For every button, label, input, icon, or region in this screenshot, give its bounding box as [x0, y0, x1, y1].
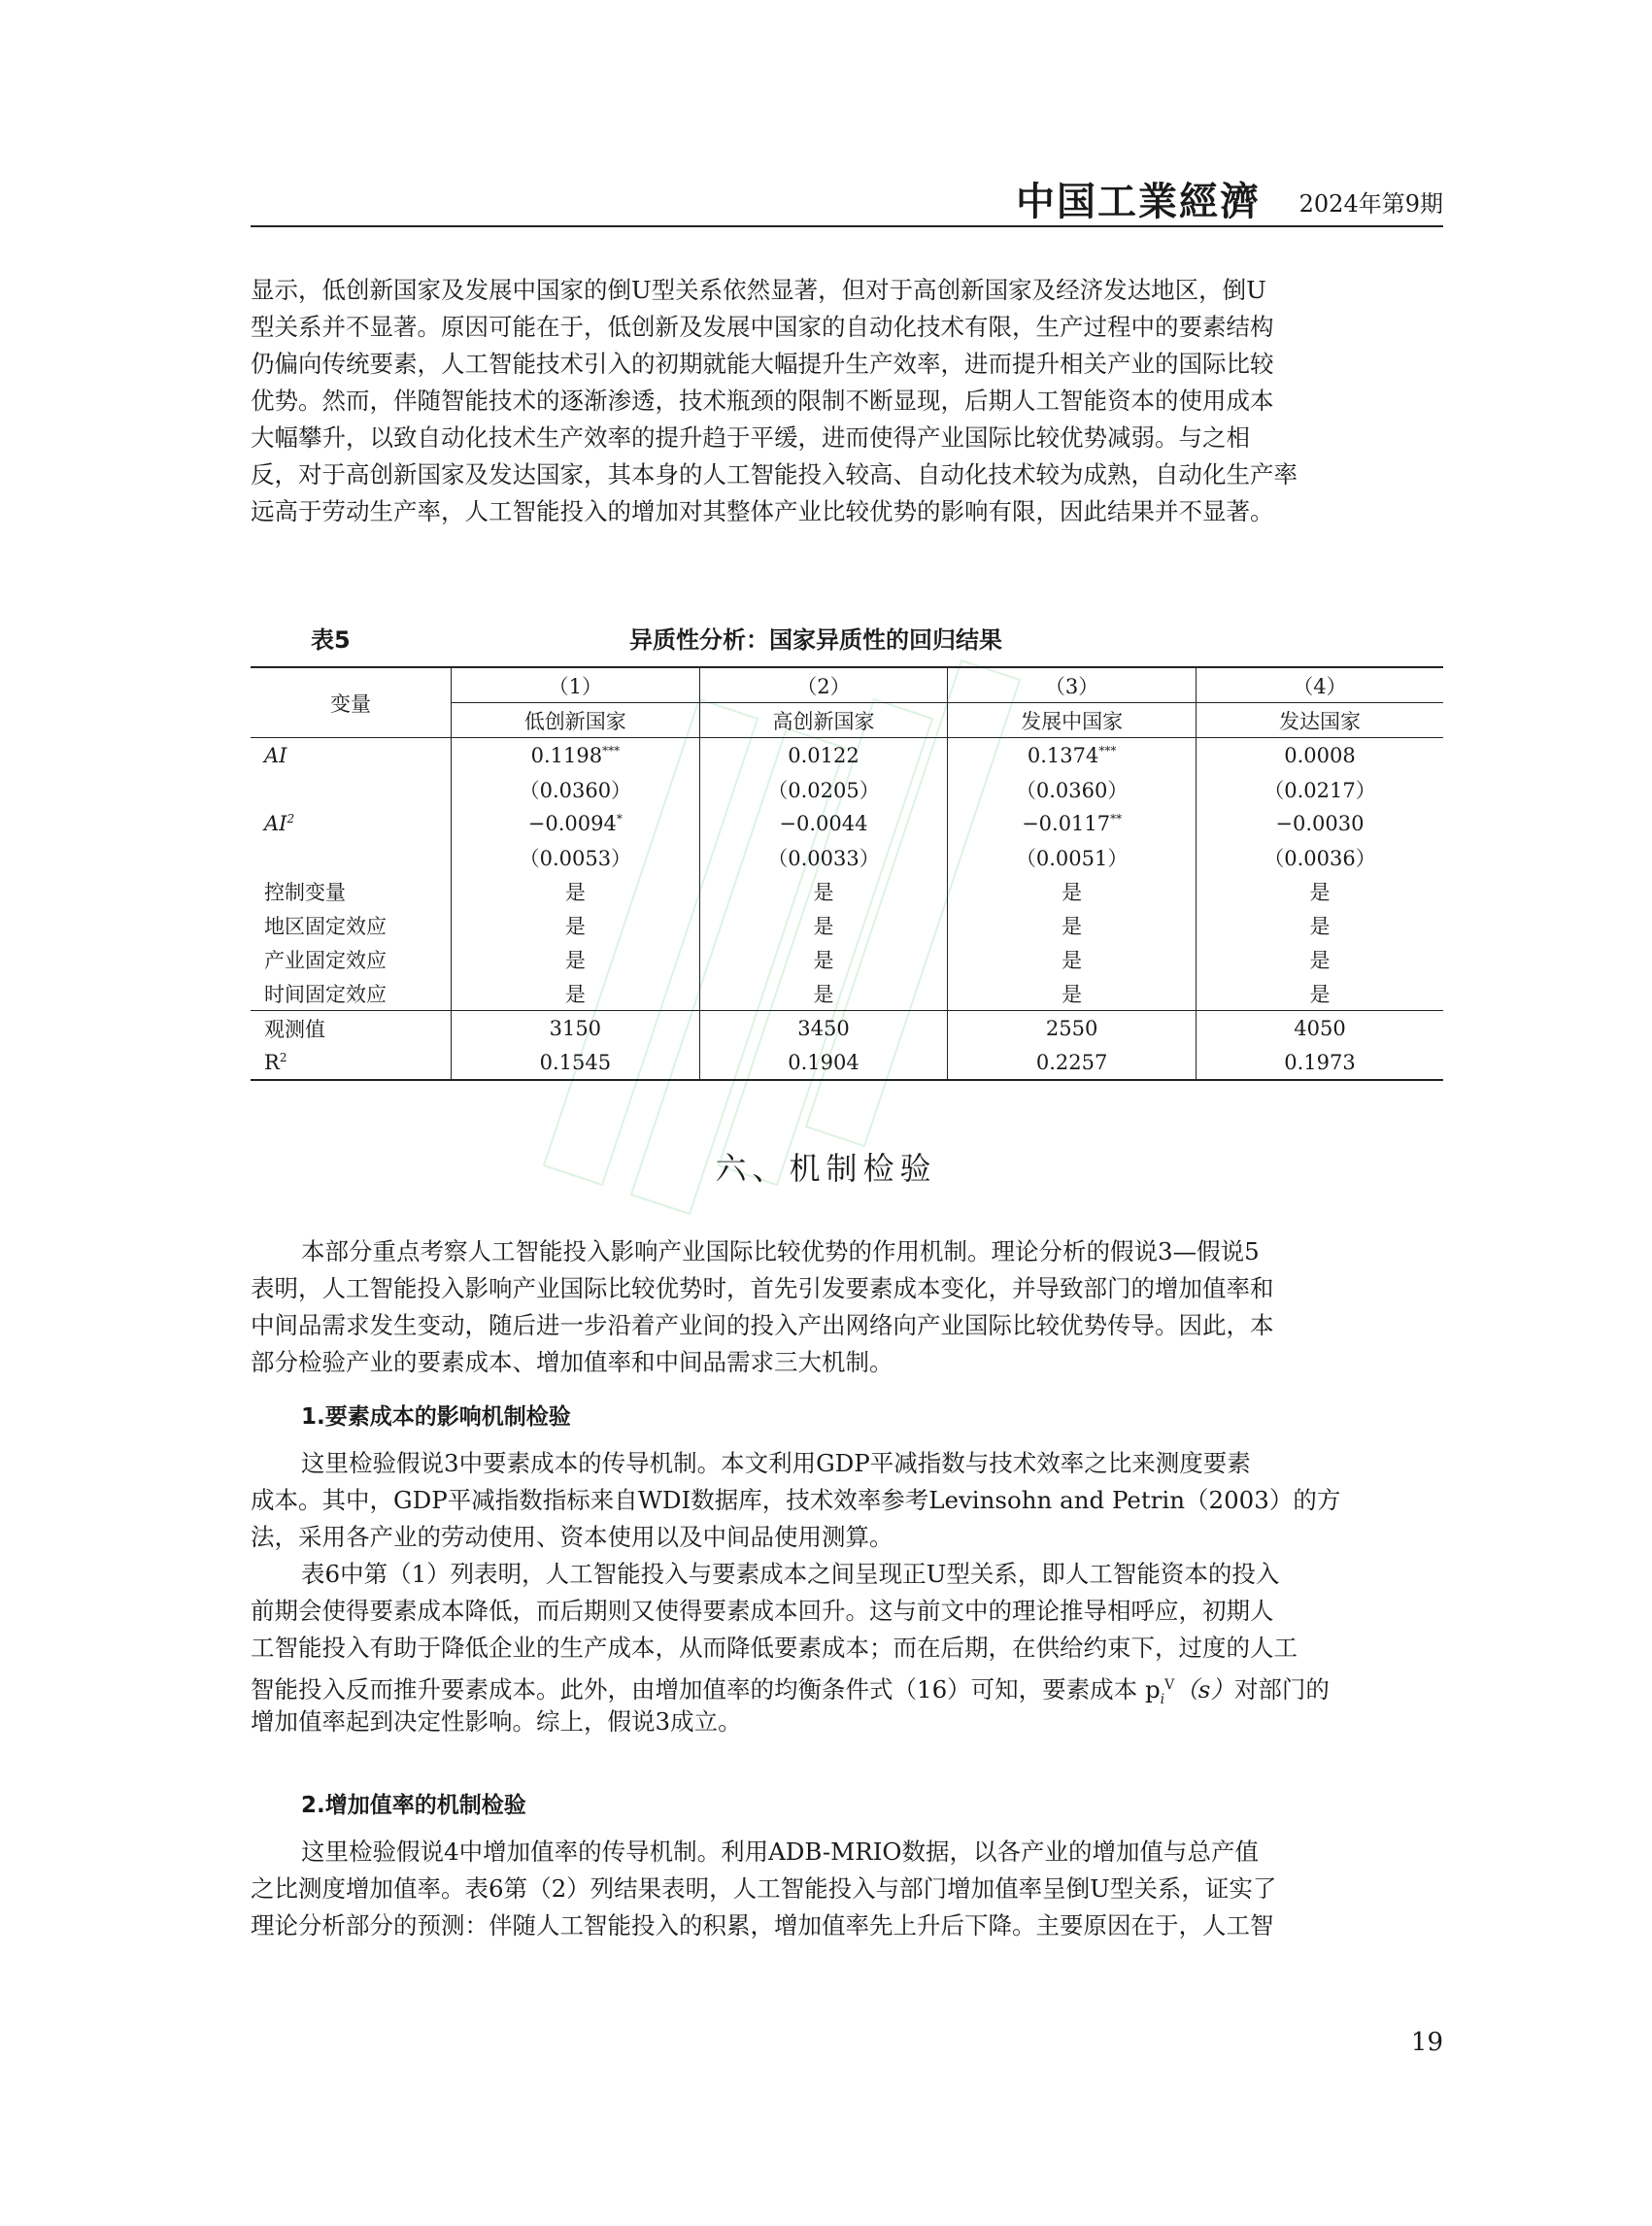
se-cell: （0.0360） — [948, 772, 1197, 806]
coef-cell: −0.0117** — [948, 806, 1197, 840]
text-line: 大幅攀升，以致自动化技术生产效率的提升趋于平缓，进而使得产业国际比较优势减弱。与之相 — [251, 423, 1250, 452]
table-row — [251, 806, 1443, 840]
table-row: 时间固定效应 是 是 是 是 — [251, 976, 1443, 1011]
text-line: 之比测度增加值率。表6第（2）列结果表明，人工智能投入与部门增加值率呈倒U型关系，证实了 — [251, 1874, 1277, 1903]
table-row — [251, 738, 1443, 773]
intro-paragraph — [251, 272, 1443, 530]
text-line: 显示，低创新国家及发展中国家的倒U型关系依然显著，但对于高创新国家及经济发达地区，倒U — [251, 276, 1266, 304]
table-row: 控制变量 是 是 是 是 — [251, 874, 1443, 908]
subsection-paragraph — [251, 1445, 1443, 1556]
row-label: $AI^2$ — [264, 811, 295, 835]
subsection-heading: 1.要素成本的影响机制检验 — [301, 1404, 571, 1430]
se-cell: （0.0053） — [452, 840, 700, 874]
text-line: 工智能投入有助于降低企业的生产成本，从而降低要素成本；而在后期，在供给约束下，过度的人工 — [251, 1634, 1298, 1662]
text-line: 增加值率起到决定性影响。综上，假说3成立。 — [251, 1707, 742, 1736]
table-row: 观测值 3150 3450 2550 4050 — [251, 1011, 1443, 1046]
coef-cell: −0.0030 — [1196, 806, 1443, 840]
section-paragraph — [251, 1233, 1443, 1381]
table-number: 表5 — [311, 626, 351, 654]
subsection-paragraph — [251, 1834, 1443, 1944]
se-cell: （0.0033） — [699, 840, 948, 874]
se-cell: （0.0036） — [1196, 840, 1443, 874]
table-header-row — [251, 667, 1443, 703]
row-label: 时间固定效应 — [264, 982, 387, 1006]
text-line: 仍偏向传统要素，人工智能技术引入的初期就能大幅提升生产效率，进而提升相关产业的国际比较 — [251, 350, 1274, 378]
text-line: 远高于劳动生产率，人工智能投入的增加对其整体产业比较优势的影响有限，因此结果并不显著。 — [251, 497, 1274, 525]
row-label: 控制变量 — [264, 880, 346, 904]
table-title: 异质性分析：国家异质性的回归结果 — [629, 626, 1002, 654]
row-label: 产业固定效应 — [264, 948, 387, 972]
table-row — [251, 840, 1443, 874]
text-line: 前期会使得要素成本降低，而后期则又使得要素成本回升。这与前文中的理论推导相呼应，初期人 — [251, 1597, 1274, 1625]
text-line: 智能投入反而推升要素成本。此外，由增加值率的均衡条件式（16）可知，要素成本 $p_i^V(s)$对部门的 — [251, 1675, 1330, 1703]
var-header: 变量 — [251, 667, 452, 738]
journal-name: 中国工業經濟 — [1016, 179, 1261, 224]
se-cell: （0.0205） — [699, 772, 948, 806]
se-cell: （0.0051） — [948, 840, 1197, 874]
section-title: 六、机制检验 — [715, 1150, 937, 1187]
coef-cell: 0.0008 — [1196, 738, 1443, 773]
table-row: 地区固定效应 是 是 是 是 — [251, 908, 1443, 942]
running-header — [251, 180, 1443, 224]
col-name: 发展中国家 — [948, 703, 1197, 738]
regression-table — [251, 666, 1443, 1081]
text-line: 部分检验产业的要素成本、增加值率和中间品需求三大机制。 — [251, 1348, 893, 1376]
text-line: 中间品需求发生变动，随后进一步沿着产业间的投入产出网络向产业国际比较优势传导。因此，本 — [251, 1311, 1274, 1339]
header-rule — [251, 225, 1443, 227]
table-row — [251, 772, 1443, 806]
table-caption — [251, 622, 1443, 658]
coef-cell: 0.1374*** — [948, 738, 1197, 773]
col-name: 低创新国家 — [452, 703, 700, 738]
text-line: 本部分重点考察人工智能投入影响产业国际比较优势的作用机制。理论分析的假说3—假说5 — [301, 1237, 1260, 1265]
subsection-paragraph — [251, 1556, 1443, 1740]
coef-cell: 0.0122 — [699, 738, 948, 773]
text-line: 表明，人工智能投入影响产业国际比较优势时，首先引发要素成本变化，并导致部门的增加值率和 — [251, 1274, 1274, 1302]
se-cell: （0.0360） — [452, 772, 700, 806]
coef-cell: −0.0094* — [452, 806, 700, 840]
text-line: 理论分析部分的预测：伴随人工智能投入的积累，增加值率先上升后下降。主要原因在于，人工智 — [251, 1911, 1274, 1939]
col-name: 发达国家 — [1196, 703, 1443, 738]
text-line: 这里检验假说3中要素成本的传导机制。本文利用GDP平减指数与技术效率之比来测度要素 — [301, 1449, 1251, 1477]
issue-label: 2024年第9期 — [1298, 190, 1443, 218]
coef-cell: 0.1198*** — [452, 738, 700, 773]
page-number: 19 — [1410, 2028, 1443, 2057]
row-label: 观测值 — [251, 1011, 452, 1046]
text-line: 型关系并不显著。原因可能在于，低创新及发展中国家的自动化技术有限，生产过程中的要素结构 — [251, 313, 1274, 341]
table-row: $R^2$ 0.1545 0.1904 0.2257 0.1973 — [251, 1045, 1443, 1080]
col-number: （3） — [948, 667, 1197, 703]
row-label: AI — [251, 738, 452, 773]
table-row: 产业固定效应 是 是 是 是 — [251, 942, 1443, 976]
col-number: （1） — [452, 667, 700, 703]
text-line: 法，采用各产业的劳动使用、资本使用以及中间品使用测算。 — [251, 1523, 893, 1551]
col-number: （4） — [1196, 667, 1443, 703]
row-label: 地区固定效应 — [264, 914, 387, 938]
text-line: 优势。然而，伴随智能技术的逐渐渗透，技术瓶颈的限制不断显现，后期人工智能资本的使用成本 — [251, 387, 1274, 415]
text-line: 成本。其中，GDP平减指数指标来自WDI数据库，技术效率参考Levinsohn and Petrin（2003）的方 — [251, 1486, 1341, 1514]
subsection-heading: 2.增加值率的机制检验 — [301, 1793, 526, 1818]
col-number: （2） — [699, 667, 948, 703]
row-label: $R^2$ — [251, 1045, 452, 1080]
text-line: 反，对于高创新国家及发达国家，其本身的人工智能投入较高、自动化技术较为成熟，自动化生产率 — [251, 460, 1298, 489]
coef-cell: −0.0044 — [699, 806, 948, 840]
col-name: 高创新国家 — [699, 703, 948, 738]
se-cell: （0.0217） — [1196, 772, 1443, 806]
text-line: 这里检验假说4中增加值率的传导机制。利用ADB-MRIO数据，以各产业的增加值与总产值 — [301, 1838, 1259, 1866]
text-line: 表6中第（1）列表明，人工智能投入与要素成本之间呈现正U型关系，即人工智能资本的投入 — [301, 1560, 1280, 1588]
